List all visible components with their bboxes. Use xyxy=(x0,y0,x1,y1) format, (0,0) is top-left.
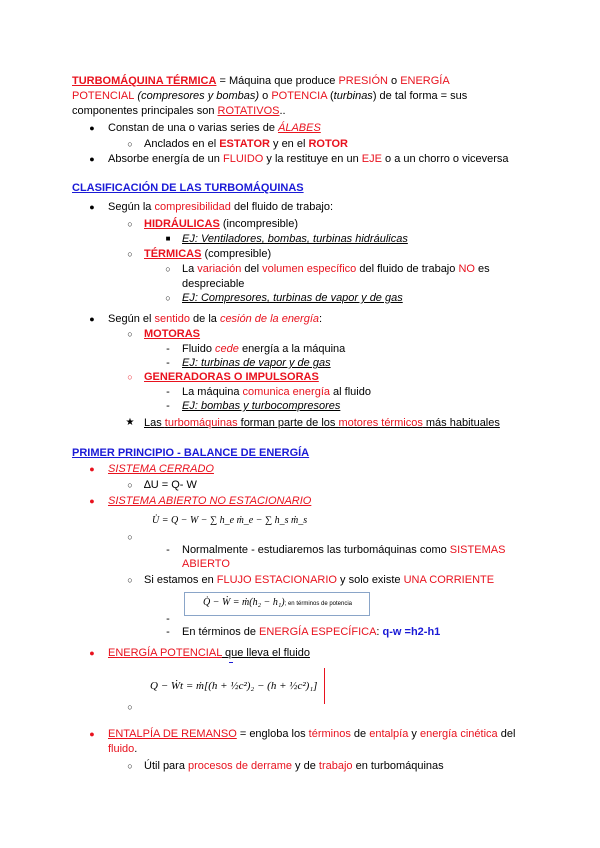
motoras-cede: Fluido cede energía a la máquina xyxy=(182,343,346,355)
dash-bullet-icon: - xyxy=(166,400,170,412)
circle-bullet-icon: ○ xyxy=(127,532,133,542)
dash-bullet-icon: - xyxy=(166,343,170,355)
clasif-sentido: Según el sentido de la cesión de la energía: xyxy=(108,313,323,325)
generadoras-comunica: La máquina comunica energía al fluido xyxy=(182,386,371,398)
bullet-icon: ● xyxy=(89,123,95,133)
clasif-compresibilidad: Según la compresibilidad del fluido de trabajo: xyxy=(108,201,334,213)
dash-bullet-icon: - xyxy=(166,544,170,556)
circle-bullet-icon: ○ xyxy=(127,249,133,259)
circle-bullet-icon: ○ xyxy=(127,480,133,490)
clasif-motoras: MOTORAS xyxy=(144,328,201,340)
circle-bullet-icon: ○ xyxy=(165,293,171,303)
flujo-estacionario-line: Si estamos en FLUJO ESTACIONARIO y solo existe UNA CORRIENTE xyxy=(144,574,495,586)
sistema-cerrado: SISTEMA CERRADO xyxy=(108,463,214,475)
cerrado-equation: ∆U = Q- W xyxy=(144,479,197,491)
intro-line-2: POTENCIAL (compresores y bombas) o POTENCIA (turbinas) de tal forma = sus xyxy=(72,90,468,102)
circle-bullet-icon: ○ xyxy=(127,761,133,771)
circle-bullet-icon: ○ xyxy=(127,372,133,382)
bullet-icon: ● xyxy=(89,154,95,164)
bullet-icon: ● xyxy=(89,496,95,506)
energia-especifica-line: En términos de ENERGÍA ESPECÍFICA: q-w =h2-h1 xyxy=(182,626,441,638)
circle-bullet-icon: ○ xyxy=(127,219,133,229)
bullet-icon: ● xyxy=(89,314,95,324)
dash-bullet-icon: - xyxy=(166,613,170,625)
entalpia-line-2: fluido. xyxy=(108,743,138,755)
equation-potencial: Q − Ẇt = ṁ[(h + ½c²)₂ − (h + ½c²)₁] xyxy=(150,680,318,692)
motoras-example: EJ: turbinas de vapor y de gas xyxy=(182,357,331,369)
normalmente-line: Normalmente - estudiaremos las turbomáquinas como SISTEMAS xyxy=(182,544,506,556)
circle-bullet-icon: ○ xyxy=(127,575,133,585)
clasif-termicas: TÉRMICAS (compresible) xyxy=(144,248,272,260)
circle-bullet-icon: ○ xyxy=(127,702,133,712)
cursor-mark xyxy=(229,662,233,663)
dash-bullet-icon: - xyxy=(166,357,170,369)
clasif-hidraulicas: HIDRÁULICAS (incompresible) xyxy=(144,218,299,230)
circle-bullet-icon: ○ xyxy=(165,264,171,274)
termicas-variacion: La variación del volumen específico del fluido de trabajo NO es xyxy=(182,263,490,275)
termicas-despreciable: despreciable xyxy=(182,278,245,290)
equation-estacionario: Q̇ − Ẇ = ṁ(h₂ − h₁); en términos de potencia xyxy=(203,597,353,608)
intro-line-1: TURBOMÁQUINA TÉRMICA = Máquina que produce PRESIÓN o ENERGÍA xyxy=(72,75,450,87)
intro-sub-anclados: Anclados en el ESTATOR y en el ROTOR xyxy=(144,138,349,150)
hidraulicas-example: EJ: Ventiladores, bombas, turbinas hidráulicas xyxy=(182,233,408,245)
dash-bullet-icon: - xyxy=(166,626,170,638)
intro-bullet-absorbe: Absorbe energía de un FLUIDO y la restituye en un EJE o a un chorro o viceversa xyxy=(108,153,509,165)
intro-bullet-alabes: Constan de una o varias series de ÁLABES xyxy=(108,122,321,134)
dash-bullet-icon: - xyxy=(166,386,170,398)
turbomaquinas-note: Las turbomáquinas forman parte de los motores térmicos más habituales xyxy=(144,417,500,429)
energia-potencial-line: ENERGÍA POTENCIAL que lleva el fluido xyxy=(108,647,310,659)
bullet-icon: ● xyxy=(89,202,95,212)
square-bullet-icon: ■ xyxy=(165,234,171,243)
entalpia-line: ENTALPÍA DE REMANSO = engloba los términos de entalpía y energía cinética del xyxy=(108,728,516,740)
circle-bullet-icon: ○ xyxy=(127,329,133,339)
star-bullet-icon: ★ xyxy=(125,417,135,428)
heading-primer-principio: PRIMER PRINCIPIO - BALANCE DE ENERGÍA xyxy=(72,447,310,459)
bullet-icon: ● xyxy=(89,729,95,739)
intro-line-3: componentes principales son ROTATIVOS.. xyxy=(72,105,286,117)
equation-box xyxy=(184,592,370,616)
circle-bullet-icon: ○ xyxy=(127,139,133,149)
generadoras-example: EJ: bombas y turbocompresores xyxy=(182,400,341,412)
termicas-example: EJ: Compresores, turbinas de vapor y de gas xyxy=(182,292,403,304)
term-turbomaquina-termica: TURBOMÁQUINA TÉRMICA xyxy=(72,75,217,87)
equation-border-line xyxy=(324,668,325,704)
clasif-generadoras: GENERADORAS O IMPULSORAS xyxy=(144,371,319,383)
heading-clasificacion: CLASIFICACIÓN DE LAS TURBOMÁQUINAS xyxy=(72,182,304,194)
util-line: Útil para procesos de derrame y de trabajo en turbomáquinas xyxy=(144,760,444,772)
bullet-icon: ● xyxy=(89,648,95,658)
abierto-word: ABIERTO xyxy=(182,558,230,570)
sistema-abierto: SISTEMA ABIERTO NO ESTACIONARIO xyxy=(108,495,312,507)
equation-no-estacionario: U̇ = Q − W − ∑ h_e ṁ_e − ∑ h_s ṁ_s xyxy=(152,515,308,526)
bullet-icon: ● xyxy=(89,464,95,474)
